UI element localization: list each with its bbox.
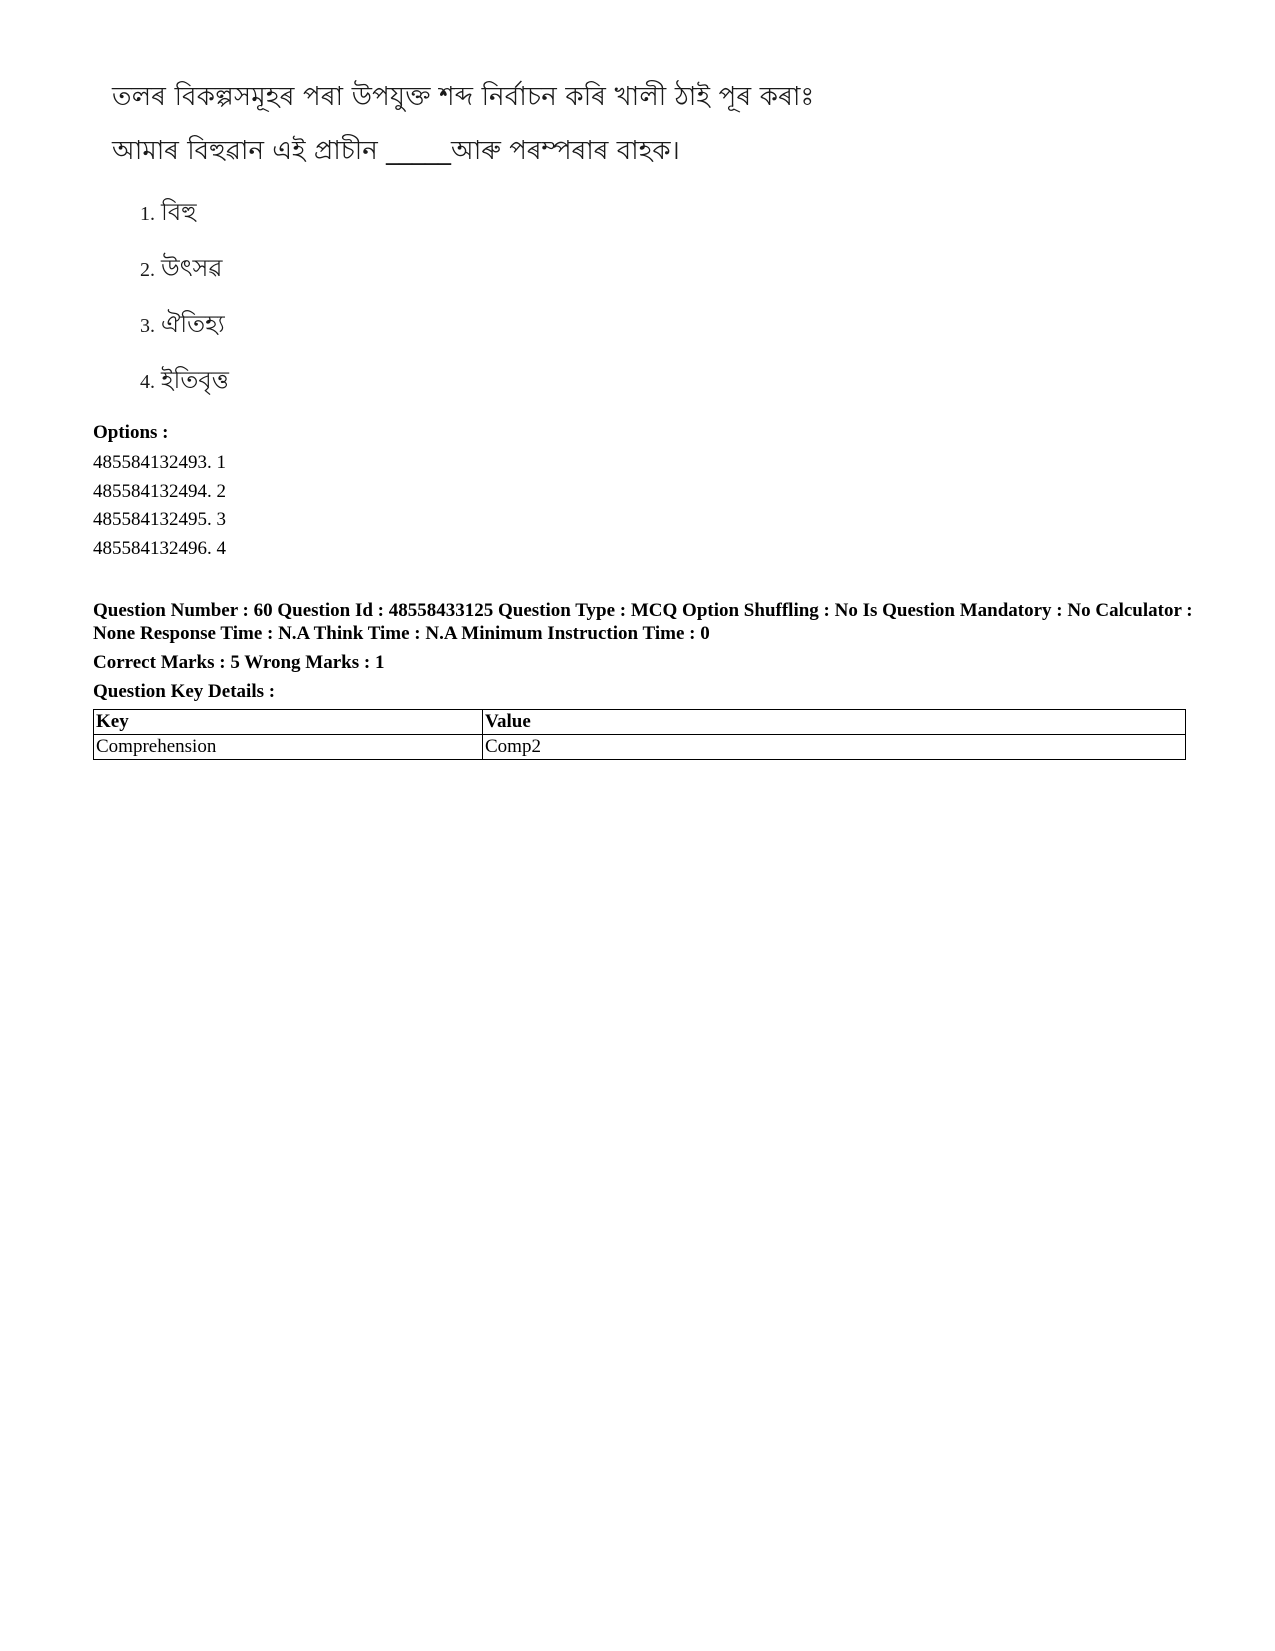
option-item: 485584132493. 1	[93, 452, 226, 473]
table-header-key: Key	[94, 710, 483, 735]
options-heading: Options :	[93, 422, 169, 443]
choice-number: 2.	[140, 259, 155, 281]
option-item: 485584132494. 2	[93, 480, 226, 502]
question-choice	[140, 250, 222, 290]
table-cell-key: Comprehension	[94, 735, 483, 760]
table-header-value: Value	[483, 710, 1186, 735]
choice-text: ঐতিহ্য	[161, 310, 225, 338]
choice-text: উৎসৱ	[161, 254, 223, 282]
choice-number: 3.	[140, 315, 155, 337]
options-list	[93, 449, 226, 563]
table-cell-value: Comp2	[483, 735, 1186, 760]
choice-text: ইতিবৃত্ত	[161, 366, 229, 394]
key-details-heading: Question Key Details :	[93, 681, 276, 702]
key-table	[93, 709, 1186, 760]
option-item: 485584132495. 3	[93, 509, 226, 530]
choice-number: 1.	[140, 203, 155, 225]
question-meta: Question Number : 60 Question Id : 48558433125 Question Type : MCQ Option Shuffling : No Is Question Mandatory : No Calculator : None Response Time : N.A Think Time : N.A Minimum Instruction Time : 0	[93, 600, 1193, 644]
question-choice	[140, 194, 197, 234]
question-choice	[140, 306, 225, 346]
question-choice	[140, 362, 229, 402]
table-header-row	[94, 710, 1186, 735]
choice-text: বিহু	[161, 198, 197, 226]
question-sentence: আমাৰ বিহুৱান এই প্ৰাচীন _____আৰু পৰম্পৰাৰ বাহক।	[112, 136, 680, 166]
question-instruction: তলৰ বিকল্পসমূহৰ পৰা উপযুক্ত শব্দ নিৰ্বাচন কৰি খালী ঠাই পূৰ কৰাঃ	[112, 82, 815, 112]
question-image	[100, 66, 820, 406]
marks-info: Correct Marks : 5 Wrong Marks : 1	[93, 652, 385, 673]
choice-number: 4.	[140, 371, 155, 393]
table-row	[94, 735, 1186, 760]
option-item: 485584132496. 4	[93, 537, 226, 559]
